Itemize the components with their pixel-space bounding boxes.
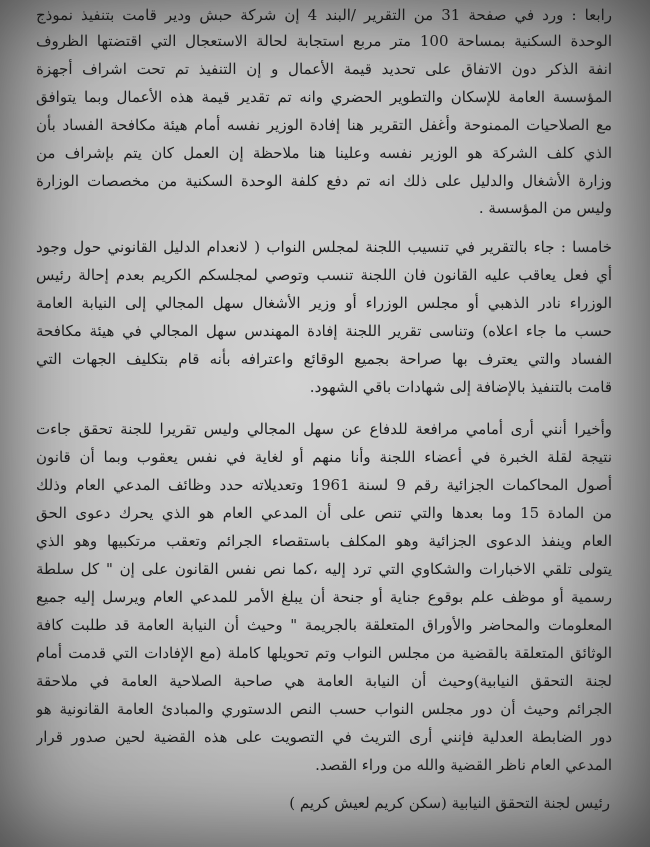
text-line: دور الضابطة العدلية فإنني أرى التريث في التصويت على هذه القضية لحين صدور قرار (36, 728, 612, 746)
text-line: انفة الذكر دون الاتفاق على تحديد قيمة الأعمال و إن التنفيذ تم تحت اشراف أجهزة (36, 60, 612, 78)
text-line: العام وينفذ الدعوى الجزائية وهو المكلف باستقصاء الجرائم وتعقب مرتكبيها وهو الذي (36, 532, 612, 550)
text-line: نتيجة لقلة الخبرة في أعضاء اللجنة وأنا منهم أو لغاية في نفس يعقوب وبما أن قانون (36, 448, 612, 466)
text-line: مع الصلاحيات الممنوحة وأغفل التقرير هنا إفادة الوزير نفسه أمام هيئة مكافحة الفساد بأن (36, 116, 612, 134)
text-line: من المادة 15 وما بعدها والتي تنص على أن المدعي العام هو الذي يحرك دعوى الحق (36, 504, 612, 522)
text-line: حسب ما جاء اعلاه) وتناسى تقرير اللجنة إفادة المهندس سهل المجالي في هيئة مكافحة (36, 322, 612, 340)
text-line: يتولى تلقي الاخبارات والشكاوي التي ترد إليه ،كما نص نفس القانون على إن " كل سلطة (36, 560, 612, 578)
text-line: قامت بالتنفيذ بالإضافة إلى شهادات باقي الشهود. (309, 378, 612, 396)
text-line: الذي كلف الشركة هو الوزير نفسه وعلينا هنا ملاحظة إن العمل كان يتم بإشراف من (36, 144, 612, 162)
text-line: المؤسسة العامة للإسكان والتطوير الحضري وانه تم تقدير قيمة هذه الأعمال وبما يتوافق (36, 88, 612, 106)
text-line: لجنة التحقق النيابية)وحيث أن النيابة العامة هي صاحبة الصلاحية العامة في ملاحقة (36, 672, 612, 690)
text-line: الفساد والتي يعترف بها صراحة بجميع الوقائع واعترافه بأنه قام بتكليف الجهات التي (36, 350, 612, 368)
text-line: وزارة الأشغال والدليل على ذلك انه تم دفع كلفة الوحدة السكنية من مخصصات الوزارة (36, 172, 612, 190)
text-line: الوثائق المتعلقة بالقضية من مجلس النواب وتم تحويلها كاملة (مع الإفادات التي قدمت أمام (36, 644, 612, 662)
text-line: رسمية أو موظف علم بوقوع جناية أو جنحة أن يبلغ الأمر للمدعي العام ويرسل إليه جميع (36, 588, 612, 606)
text-line: وليس من المؤسسة . (478, 199, 612, 217)
text-line: رابعا : ورد في صفحة 31 من التقرير /البند 4 إن شركة حبش ودير قامت بتنفيذ نموذج (36, 6, 612, 24)
text-line: أصول المحاكمات الجزائية رقم 9 لسنة 1961 وتعديلاته حدد وظائف المدعي العام وذلك (36, 476, 612, 494)
text-line: المدعي العام ناظر القضية والله من وراء القصد. (315, 756, 612, 774)
text-line: الجرائم وحيث أن دور مجلس النواب حسب النص الدستوري والمبادئ العامة القانونية هو (36, 700, 612, 718)
text-line: خامسا : جاء بالتقرير في تنسيب اللجنة لمجلس النواب ( لانعدام الدليل القانوني حول وجود (36, 238, 612, 256)
text-line: الوحدة السكنية بمساحة 100 متر مربع استجابة لحالة الاستعجال التي اقتضتها الظروف (36, 32, 612, 50)
text-line: المعلومات والمحاضر والأوراق المتعلقة بالجريمة " وحيث أن النيابة العامة قد طلبت كافة (36, 616, 612, 634)
text-line: وأخيرا أنني أرى أمامي مرافعة للدفاع عن سهل المجالي وليس تقريرا للجنة تحقق جاءت (36, 420, 612, 438)
signature-line: رئيس لجنة التحقق النيابية (سكن كريم لعيش كريم ) (289, 794, 610, 812)
text-line: الوزراء نادر الذهبي أو مجلس الوزراء أو وزير الأشغال سهل المجالي إلى النيابة العامة (36, 294, 612, 312)
text-line: أي فعل يعاقب عليه القانون فان اللجنة تنسب وتوصي لمجلسكم الكريم بعدم إحالة رئيس (36, 266, 612, 284)
